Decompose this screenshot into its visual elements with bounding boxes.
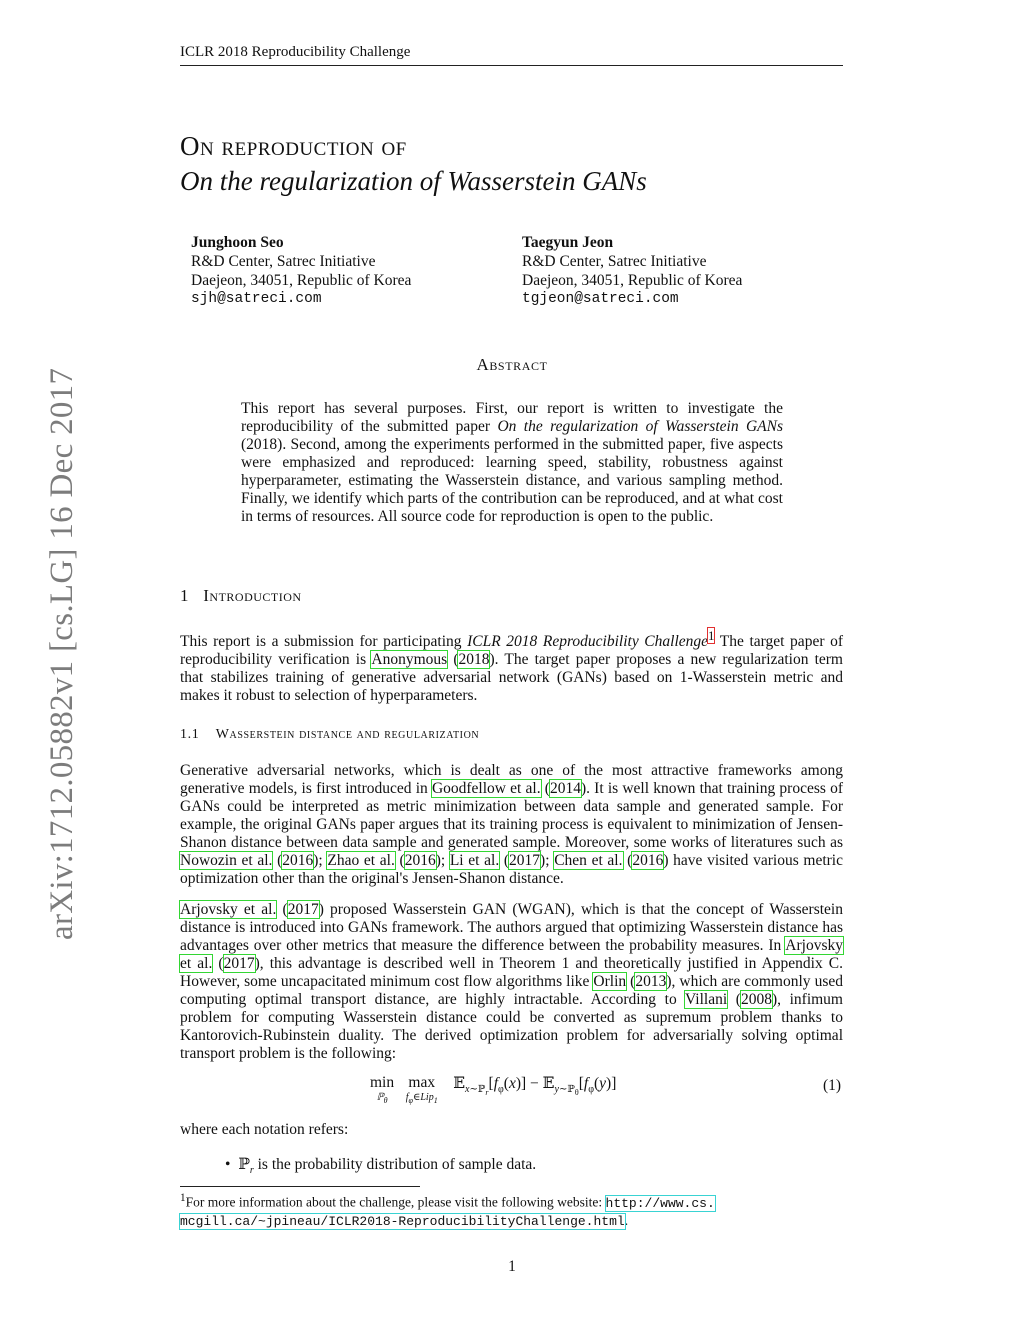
footnote-rule — [180, 1186, 420, 1187]
equation-number: (1) — [823, 1077, 842, 1094]
citation-link[interactable]: Li et al. — [449, 852, 500, 869]
author-affiliation: R&D Center, Satrec Initiative — [191, 253, 376, 270]
author-name: Taegyun Jeon — [522, 234, 614, 251]
author-affiliation: R&D Center, Satrec Initiative — [522, 253, 707, 270]
abstract-heading: Abstract — [476, 355, 548, 374]
header-rule — [180, 65, 843, 66]
abstract-body: This report has several purposes. First, our report is written to investigate the reproducibility of the submitted paper On the regularization of Wasserstein GANs (2018). Second, among the experiments performed in the submitted paper, five aspects were emphasized and reproduced: learning speed, stability, robustness against hyperparameter, estimating the Wasserstein distance, and various sampling method. Finally, we identify which parts of the contribution can be reproduced, and at what cost in terms of resources. All source code for reproduction is open to the public. — [241, 400, 783, 525]
citation-link[interactable]: Anonymous — [371, 651, 448, 669]
author-block-2 — [522, 233, 742, 309]
author-name: Junghoon Seo — [191, 234, 284, 251]
notation-intro: where each notation refers: — [180, 1121, 349, 1138]
challenge-name: ICLR 2018 Reproducibility Challenge — [467, 633, 709, 651]
author-email[interactable]: sjh@satreci.com — [191, 291, 322, 307]
bullet-dot: • — [225, 1156, 231, 1173]
citation-link[interactable]: Orlin — [593, 973, 627, 990]
author-email[interactable]: tgjeon@satreci.com — [522, 291, 679, 307]
citation-link[interactable]: Villani — [685, 991, 728, 1008]
bullet-item: • ℙ$_r$ is the probability distribution of sample data. — [225, 1156, 537, 1177]
section-1-heading: 1 Introduction — [180, 586, 302, 605]
wasserstein-paragraph-1: Generative adversarial networks, which is dealt as one of the most attractive frameworks among generative models, is first introduced in Goodfellow et al. (2014). It is well known that training process of GANs could be interpreted as metric minimization between data sample and generated sample. For example, the original GANs paper argues that its training process is equivalent to minimization of Jensen-Shanon distance between data sample and generated sample. Moreover, some works of literatures such as Nowozin et al. (2016); Zhao et al. (2016); Li et al. (2017); Chen et al. (2016) have visited various metric optimization other than the original's Jensen-Shanon distance. — [180, 762, 843, 887]
citation-year-link[interactable]: 2013 — [635, 973, 667, 990]
author-address: Daejeon, 34051, Republic of Korea — [191, 272, 412, 289]
subsection-1-1-heading: 1.1 Wasserstein distance and regularization — [180, 727, 480, 742]
citation-link[interactable]: Nowozin et al. — [180, 852, 273, 869]
equation-1: min ℙ$_\theta$ max $f_\varphi\in Lip_1$ $𝔼_{x\sim ℙ_r}[f_\varphi(x)]$ − $𝔼_{y\sim ℙ_\theta}[f_\varphi(y)]$ — [370, 1074, 617, 1105]
page-number: 1 — [508, 1258, 516, 1275]
citation-year-link[interactable]: 2008 — [740, 991, 772, 1008]
footnote: $^1$For more information about the challenge, please visit the following website: http://www.cs. mcgill.ca/~jpineau/ICLR2018-ReproducibilityChallenge.html. — [180, 1192, 715, 1229]
citation-year-link[interactable]: 2018 — [458, 651, 490, 669]
intro-paragraph: This report is a submission for participating ICLR 2018 Reproducibility Challenge$^1$ The target paper of reproducibility verification is Anonymous (2018). The target paper proposes a new regularization term that stabilizes training of generative adversarial network (GANs) based on 1-Wasserstein metric and makes it robust to selection of hyperparameters. — [180, 628, 843, 705]
paper-title: On the regularization of Wasserstein GANs — [497, 418, 783, 435]
arxiv-identifier: arXiv:1712.05882v1 [cs.LG] 16 Dec 2017 — [44, 367, 80, 940]
pr-symbol: ℙ$_r$ — [238, 1156, 254, 1177]
footnote-url[interactable]: mcgill.ca/~jpineau/ICLR2018-ReproducibilityChallenge.html — [180, 1213, 625, 1229]
footnote-link[interactable]: 1 — [708, 628, 715, 643]
footnote-marker: 1 — [180, 1192, 186, 1204]
title-line-1: On reproduction of — [180, 131, 407, 161]
citation-link[interactable]: Zhao et al. — [327, 852, 395, 869]
title-line-2: On the regularization of Wasserstein GANs — [180, 166, 647, 196]
citation-year-link[interactable]: 2016 — [404, 852, 436, 869]
citation-link[interactable]: Chen et al. — [554, 852, 623, 869]
citation-year-link[interactable]: 2017 — [509, 852, 541, 869]
citation-year-link[interactable]: 2016 — [632, 852, 664, 869]
footnote-url[interactable]: http://www.cs. — [605, 1195, 715, 1211]
citation-link[interactable]: Arjovsky et al. — [180, 901, 277, 918]
running-header: ICLR 2018 Reproducibility Challenge — [180, 44, 411, 60]
author-address: Daejeon, 34051, Republic of Korea — [522, 272, 743, 289]
wasserstein-paragraph-2: Arjovsky et al. (2017) proposed Wasserstein GAN (WGAN), which is that the concept of Wasserstein distance is introduced into GANs framework. The authors argued that optimizing Wasserstein distance has advantages over other metrics that measure the difference between the probability measures. In Arjovsky et al. (2017), this advantage is described well in Theorem 1 and theoretically justified in Appendix C. However, some uncapacitated minimum cost flow algorithms like Orlin (2013), which are commonly used computing optimal transport distance, are highly intractable. According to Villani (2008), infimum problem for computing Wasserstein distance could be converted as supremum problem thanks to Kantorovich-Rubinstein duality. The derived optimization problem for adversarially solving optimal transport problem is the following: — [180, 901, 843, 1062]
citation-year-link[interactable]: 2014 — [549, 780, 581, 797]
citation-year-link[interactable]: 2017 — [223, 955, 255, 972]
citation-link[interactable]: Arjovsky et al. — [180, 937, 843, 972]
citation-link[interactable]: Goodfellow et al. — [431, 780, 541, 797]
citation-year-link[interactable]: 2016 — [282, 852, 314, 869]
author-block-1 — [191, 233, 411, 309]
citation-year-link[interactable]: 2017 — [287, 901, 319, 918]
